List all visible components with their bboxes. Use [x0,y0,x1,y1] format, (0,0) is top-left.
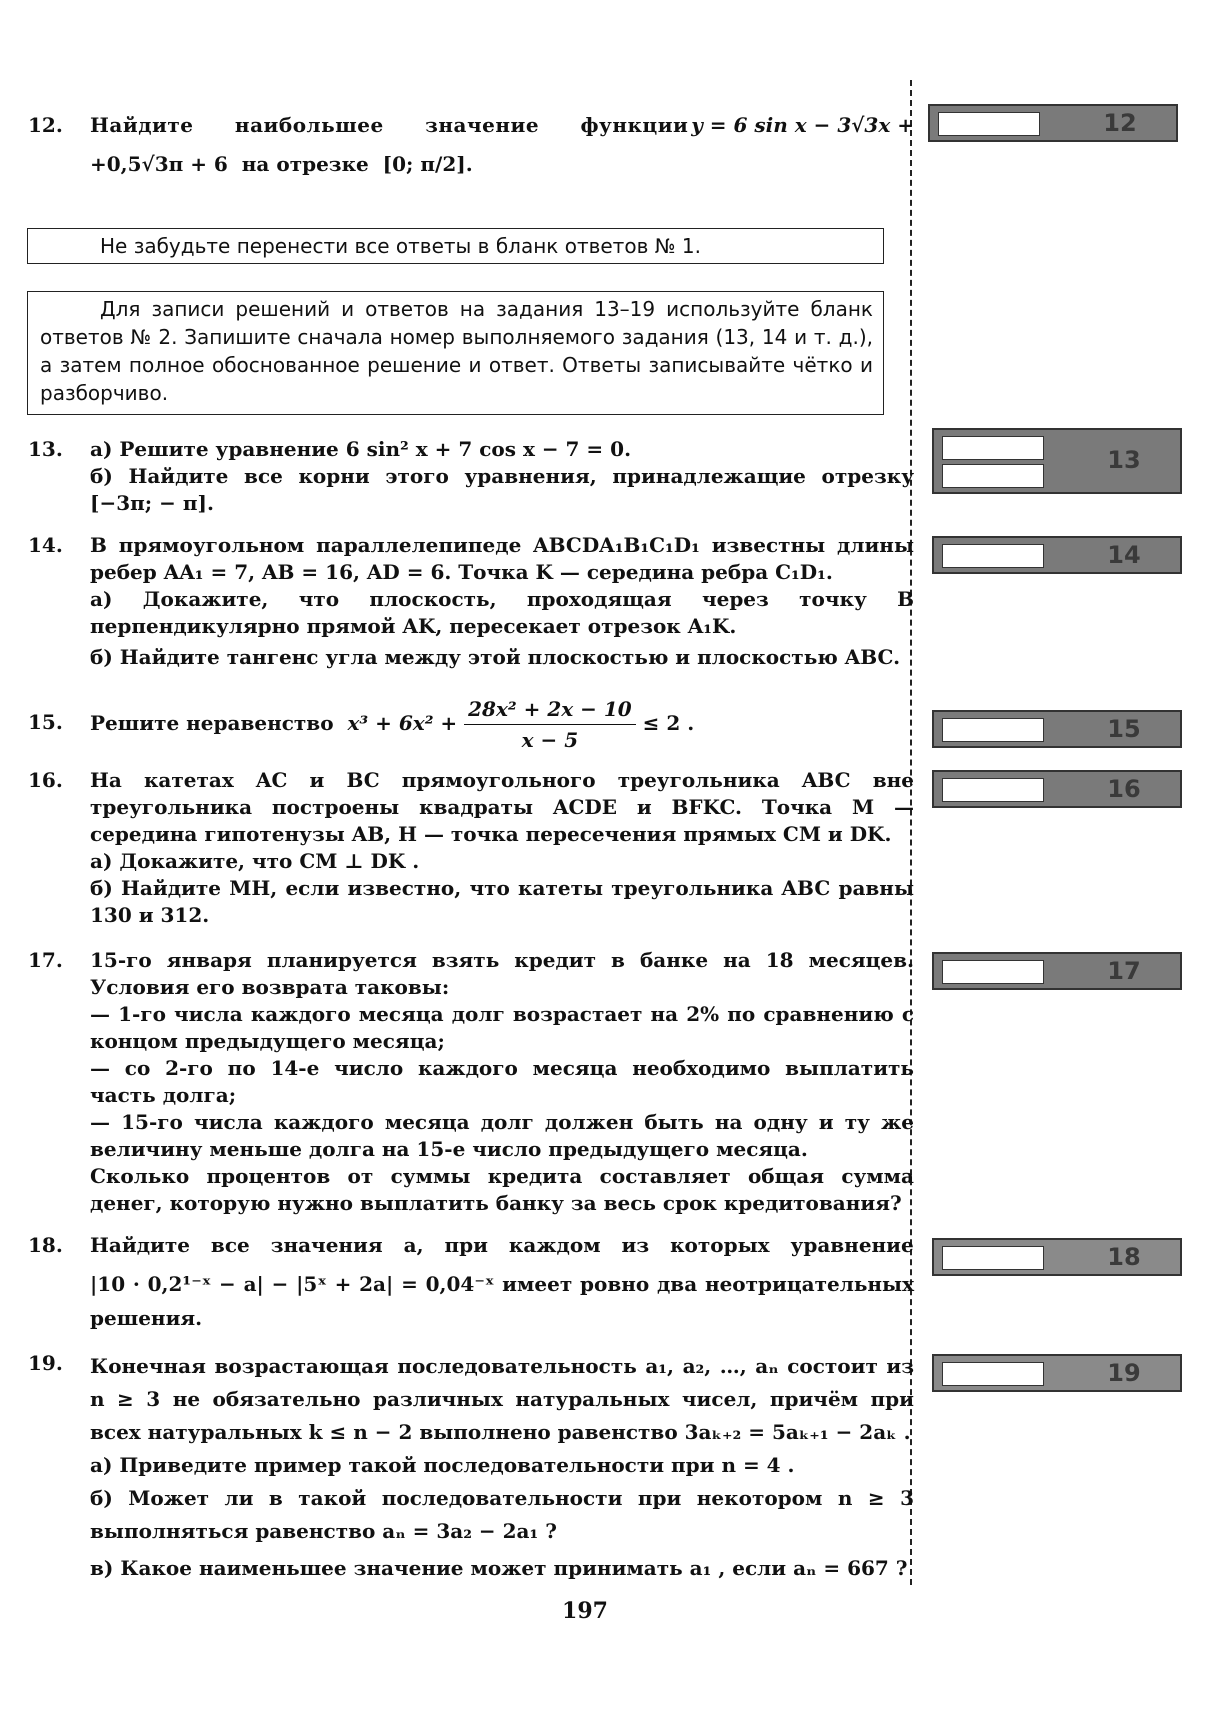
box-label: 12 [1103,109,1137,137]
task-number: 19. [28,1351,63,1375]
paragraph: — со 2-го по 14-е число каждого месяца необходимо выплатить часть долга; [90,1056,914,1107]
formula: ≤ 2 . [642,711,695,735]
box-label: 18 [1107,1243,1141,1271]
paragraph: 15-го января планируется взять кредит в банке на 18 месяцев. Условия его возврата таковы: [90,948,914,999]
task-text: |10 · 0,2¹⁻ˣ − a| − |5ˣ + 2a| = 0,04⁻ˣ имеет ровно два неотрицательных решения. [90,1272,914,1330]
part-b: б) Найдите тангенс угла между этой плоскостью и плоскостью ABC. [90,645,901,669]
box-label: 19 [1107,1359,1141,1387]
answer-field[interactable] [942,1362,1044,1386]
paragraph: — 15-го числа каждого месяца долг должен быть на одну и ту же величину меньше долга на 15-е число предыдущего месяца. [90,1110,914,1161]
answer-box-19[interactable] [932,1354,1182,1392]
part-c: в) Какое наименьшее значение может принимать a₁ , если aₙ = 667 ? [90,1556,908,1580]
answer-field[interactable] [942,544,1044,568]
note-text: Не забудьте перенести все ответы в бланк ответов № 1. [100,234,701,258]
task-number: 15. [28,710,63,734]
part-b: б) Найдите все корни этого уравнения, принадлежащие отрезку [−3π; − π]. [90,464,914,515]
paragraph: — 1-го числа каждого месяца долг возрастает на 2% по сравнению с концом предыдущего месяца; [90,1002,914,1053]
page-number: 197 [562,1598,608,1624]
part-b: б) Может ли в такой последовательности при некотором n ≥ 3 выполняться равенство aₙ = 3a₂ − 2a₁ ? [90,1486,914,1543]
part-a: а) Докажите, что плоскость, проходящая через точку B перпендикулярно прямой AK, пересекает отрезок A₁K. [90,587,914,638]
denominator: x − 5 [521,728,579,752]
task-intro: На катетах AC и BC прямоугольного треугольника ABC вне треугольника построены квадраты ACDE и BFKC. Точка M — середина гипотенузы AB, H — точка пересечения прямых CM и DK. [90,768,914,846]
answer-field[interactable] [942,436,1044,460]
answer-field[interactable] [938,112,1040,136]
answer-field[interactable] [942,778,1044,802]
formula: +0,5√3π + 6 [90,152,228,176]
answer-field[interactable] [942,1246,1044,1270]
answer-field[interactable] [942,960,1044,984]
box-label: 13 [1107,446,1141,474]
formula: x³ + 6x² + [347,711,458,735]
task-text: Найдите наибольшее значение функции [90,113,689,137]
box-label: 15 [1107,715,1141,743]
task-number: 17. [28,948,63,972]
task-intro: Конечная возрастающая последовательность a₁, a₂, …, aₙ состоит из n ≥ 3 не обязательно различных натуральных чисел, причём при всех натуральных k ≤ n − 2 выполнено равенство 3aₖ₊₂ = 5aₖ₊₁ − 2aₖ . [90,1354,914,1444]
task-text: Найдите все значения a, при каждом из которых уравнение [90,1233,914,1257]
answer-field[interactable] [942,718,1044,742]
fraction [464,694,636,755]
box-label: 14 [1107,541,1141,569]
task-intro: В прямоугольном параллелепипеде ABCDA₁B₁C₁D₁ известны длины ребер AA₁ = 7, AB = 16, AD = 6. Точка K — середина ребра C₁D₁. [90,533,914,584]
numerator: 28x² + 2x − 10 [468,697,632,721]
box-label: 17 [1107,957,1141,985]
answer-box-14[interactable] [932,536,1182,574]
part-b: б) Найдите MH, если известно, что катеты треугольника ABC равны 130 и 312. [90,876,914,927]
task-number: 18. [28,1233,63,1257]
task-text: на отрезке [241,152,369,176]
answer-box-13[interactable] [932,428,1182,494]
answer-field[interactable] [942,464,1044,488]
answer-box-18[interactable] [932,1238,1182,1276]
answer-box-17[interactable] [932,952,1182,990]
answer-box-12[interactable] [928,104,1178,142]
instructions-note [27,291,884,415]
answer-box-16[interactable] [932,770,1182,808]
formula: y = 6 sin x − 3√3x + [691,113,914,137]
task-text: Решите неравенство [90,711,334,735]
task-number: 12. [28,113,63,137]
note-text: Для записи решений и ответов на задания 13–19 используйте бланк ответов № 2. Запишите сначала номер выполняемого задания (13, 14 и т. д.), а затем полное обоснованное решение и ответ. Ответы записывайте чётко и разборчиво. [40,297,873,405]
task-number: 13. [28,437,63,461]
part-a: а) Докажите, что CM ⊥ DK . [90,849,420,873]
answer-box-15[interactable] [932,710,1182,748]
task-number: 16. [28,768,63,792]
part-a: а) Приведите пример такой последовательности при n = 4 . [90,1453,795,1477]
task-number: 14. [28,533,63,557]
transfer-note [27,228,884,264]
part-a: а) Решите уравнение 6 sin² x + 7 cos x − 7 = 0. [90,437,632,461]
interval: [0; π/2]. [382,152,473,176]
box-label: 16 [1107,775,1141,803]
paragraph: Сколько процентов от суммы кредита составляет общая сумма денег, которую нужно выплатить банку за весь срок кредитования? [90,1164,914,1215]
